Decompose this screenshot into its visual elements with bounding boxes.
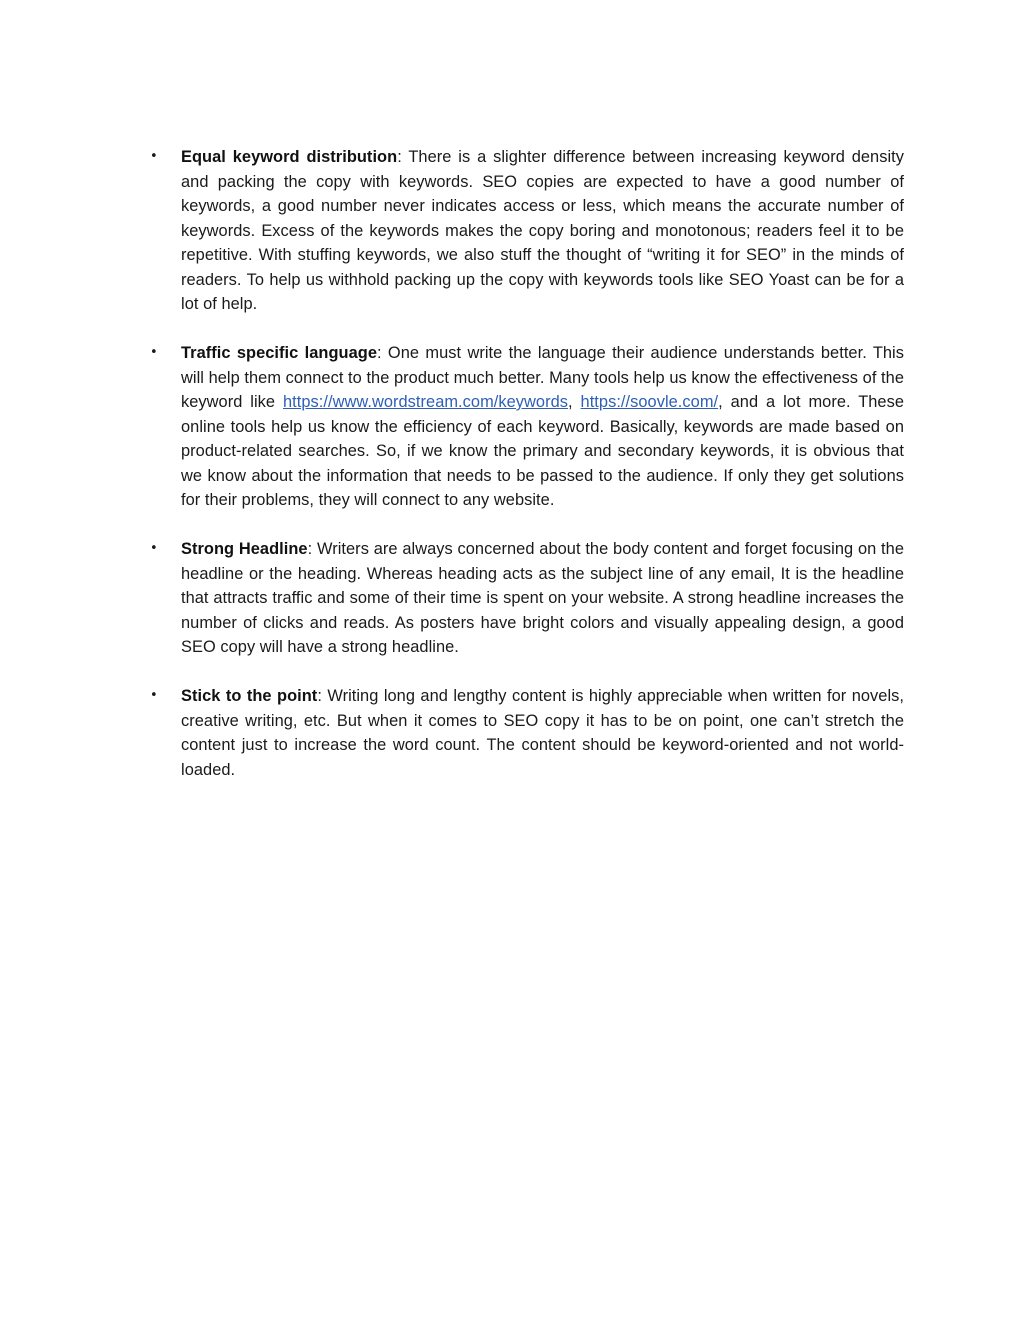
bullet-term: Equal keyword distribution <box>181 148 398 166</box>
bullet-icon: • <box>150 345 158 360</box>
bullet-list <box>148 145 904 807</box>
list-item-traffic-specific-language <box>148 341 904 513</box>
bullet-text: : There is a slighter difference between increasing keyword density and packing the copy with keywords. SEO copies are expected to have a good number of keywords, a good number never indicates access or less, which means the accurate number of keywords. Excess of the keywords makes the copy boring and monotonous; readers feel it to be repetitive. With stuffing keywords, we also stuff the thought of “writing it for SEO” in the minds of readers. To help us withhold packing up the copy with keywords tools like SEO Yoast can be for a lot of help. <box>181 148 905 313</box>
list-item-equal-keyword-distribution <box>148 145 904 317</box>
bullet-term: Strong Headline <box>181 540 308 558</box>
soovle-link[interactable]: https://soovle.com/ <box>580 393 719 411</box>
link-separator: , <box>568 393 581 411</box>
bullet-icon: • <box>150 149 158 164</box>
bullet-icon: • <box>150 541 158 556</box>
list-item-strong-headline <box>148 537 904 660</box>
list-item-stick-to-the-point <box>148 684 904 782</box>
bullet-text: : Writing long and lengthy content is highly appreciable when written for novels, creative writing, etc. But when it comes to SEO copy it has to be on point, one can’t stretch the content just to increase the word count. The content should be keyword-oriented and not world-loaded. <box>181 687 904 779</box>
bullet-term: Stick to the point <box>181 687 318 705</box>
bullet-term: Traffic specific language <box>181 344 377 362</box>
bullet-text: : One must write the language their audience understands better. This will help them connect to the product much better. Many tools help us know the effectiveness of the keyword like <box>181 344 904 411</box>
wordstream-link[interactable]: https://www.wordstream.com/keywords <box>282 393 569 411</box>
bullet-text: : Writers are always concerned about the body content and forget focusing on the headline or the heading. Whereas heading acts as the subject line of any email, It is the headline that attracts traffic and some of their time is spent on your website. A strong headline increases the number of clicks and reads. As posters have bright colors and visually appealing design, a good SEO copy will have a strong headline. <box>181 540 904 656</box>
bullet-icon: • <box>150 688 158 703</box>
bullet-text-continued: , and a lot more. These online tools help us know the efficiency of each keyword. Basically, keywords are made based on product-related searches. So, if we know the primary and secondary keywords, it is obvious that we know about the information that needs to be passed to the audience. If only they get solutions for their problems, they will connect to any website. <box>181 393 905 509</box>
